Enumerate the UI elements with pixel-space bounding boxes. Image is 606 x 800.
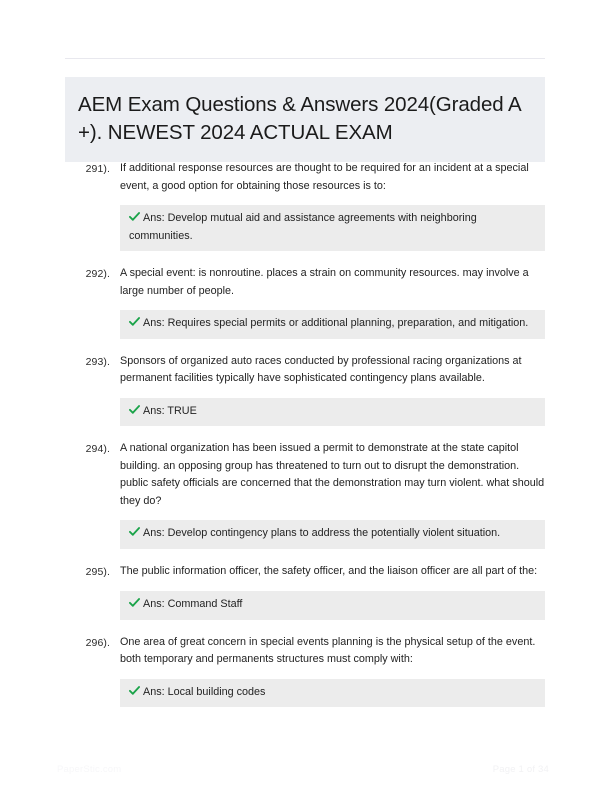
answer-text: Ans: Requires special permits or additional planning, preparation, and mitigation.: [143, 317, 529, 329]
question-row: [65, 265, 545, 300]
question-number: 292).: [85, 268, 110, 280]
question-row: [65, 634, 545, 669]
green-check-icon: [129, 211, 140, 222]
green-check-icon: [129, 685, 140, 696]
question-block: [0, 563, 606, 620]
question-text: A national organization has been issued a permit to demonstrate at the state capitol building. an opposing group has threatened to turn out to disrupt the demonstration. public safety officials are concerned that the demonstration may turn violent. what should they do?: [120, 442, 545, 507]
question-block: [0, 634, 606, 708]
answer-wrapper: [65, 520, 545, 549]
answer-line: [129, 684, 536, 702]
question-text: Sponsors of organized auto races conducted by professional racing organizations at permanent facilities typically have sophisticated contingency plans available.: [120, 354, 522, 384]
answer-line: [129, 525, 536, 543]
question-row: [65, 440, 545, 510]
answer-text: Ans: Command Staff: [143, 598, 243, 610]
answer-box: [120, 591, 545, 620]
document-title-banner: [65, 77, 545, 162]
question-text: A special event: is nonroutine. places a strain on community resources. may involve a large number of people.: [120, 267, 529, 297]
answer-wrapper: [65, 205, 545, 251]
answer-box: [120, 520, 545, 549]
question-text: If additional response resources are thought to be required for an incident at a special event, a good option for obtaining those resources is to:: [120, 162, 529, 192]
question-row: [65, 563, 545, 582]
answer-box: [120, 310, 545, 339]
answer-text: Ans: TRUE: [143, 404, 197, 417]
answer-line: [129, 403, 536, 421]
answer-line: [129, 210, 536, 245]
answer-box: [120, 679, 545, 708]
answer-box: [120, 398, 545, 427]
answer-box: [120, 205, 545, 251]
header-divider: [65, 58, 545, 59]
question-number: 291).: [85, 163, 110, 175]
question-block: [0, 160, 606, 251]
green-check-icon: [129, 316, 140, 327]
question-number: 295).: [85, 565, 110, 578]
answer-wrapper: [65, 398, 545, 427]
page-footer: [0, 752, 606, 800]
page-title: AEM Exam Questions & Answers 2024(Graded A +). NEWEST 2024 ACTUAL EXAM: [78, 93, 521, 144]
answer-wrapper: [65, 310, 545, 339]
question-text: The public information officer, the safety officer, and the liaison officer are all part of the:: [120, 564, 538, 577]
question-block: [0, 353, 606, 427]
green-check-icon: [129, 597, 140, 608]
green-check-icon: [129, 526, 140, 537]
answer-wrapper: [65, 679, 545, 708]
page-number: Page 1 of 34: [492, 764, 549, 775]
answer-text: Ans: Develop mutual aid and assistance agreements with neighboring communities.: [129, 212, 477, 242]
question-row: [65, 160, 545, 195]
question-number: 294).: [85, 443, 110, 455]
question-list: [0, 160, 606, 721]
answer-wrapper: [65, 591, 545, 620]
answer-line: [129, 596, 536, 614]
question-number: 296).: [85, 636, 110, 649]
answer-text: Ans: Local building codes: [143, 685, 266, 698]
answer-text: Ans: Develop contingency plans to address the potentially violent situation.: [143, 527, 501, 539]
green-check-icon: [129, 404, 140, 415]
question-block: [0, 265, 606, 339]
question-text: One area of great concern in special events planning is the physical setup of the event. both temporary and permanents structures must comply with:: [120, 635, 536, 665]
answer-line: [129, 315, 536, 333]
site-watermark: PaperStic.com: [57, 764, 122, 775]
question-number: 293).: [85, 355, 110, 368]
question-block: [0, 440, 606, 549]
question-row: [65, 353, 545, 388]
